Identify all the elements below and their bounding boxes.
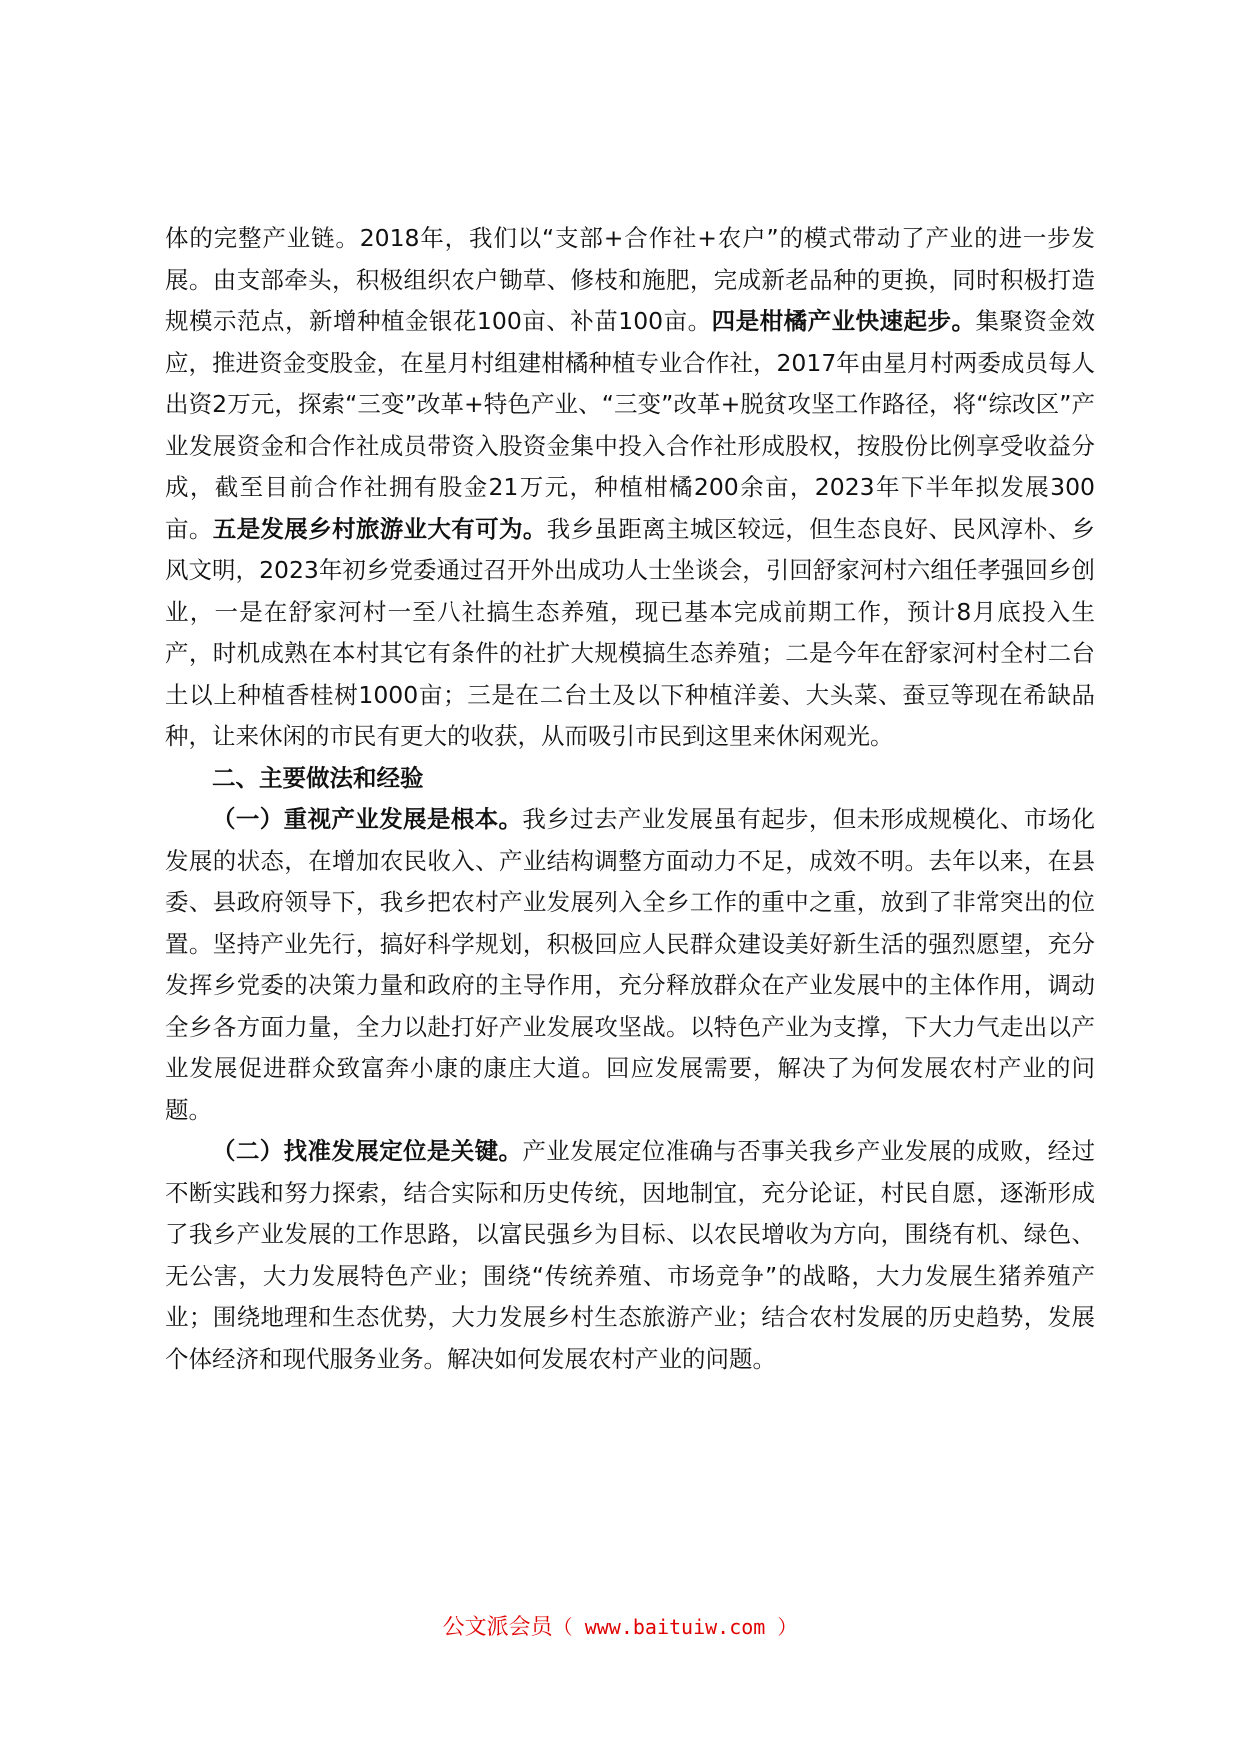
paragraph-importance xyxy=(165,799,1095,1131)
paragraph-positioning xyxy=(165,1131,1095,1380)
paragraph-text: 集聚资金效应，推进资金变股金，在星月村组建柑橘种植专业合作社，2017年由星月村两委成员每人出资2万元，探索“三变”改革+特色产业、“三变”改革+脱贫攻坚工作路径，将“综改区”产业发展资金和合作社成员带资入股资金集中投入合作社形成股权，按股份比例享受收益分成，截至目前合作社拥有股金21万元，种植柑橘200余亩，2023年下半年拟发展300亩。 xyxy=(165,307,1096,543)
bold-point-tourism: 五是发展乡村旅游业大有可为。 xyxy=(212,514,547,543)
paragraph-industry-projects xyxy=(165,218,1095,758)
footer-name: 公文派会员 xyxy=(442,1615,553,1640)
subheading-positioning: （二）找准发展定位是关键。 xyxy=(212,1137,523,1165)
paragraph-text: 我乡过去产业发展虽有起步，但未形成规模化、市场化发展的状态，在增加农民收入、产业结构调整方面动力不足，成效不明。去年以来，在县委、县政府领导下，我乡把农村产业发展列入全乡工作的重中之重，放到了非常突出的位置。坚持产业先行，搞好科学规划，积极回应人民群众建设美好新生活的强烈愿望，充分发挥乡党委的决策力量和政府的主导作用，充分释放群众在产业发展中的主体作用，调动全乡各方面力量，全力以赴打好产业发展攻坚战。以特色产业为支撑，下大力气走出以产业发展促进群众致富奔小康的康庄大道。回应发展需要，解决了为何发展农村产业的问题。 xyxy=(165,805,1095,1124)
bold-point-citrus: 四是柑橘产业快速起步。 xyxy=(711,307,976,335)
paragraph-text: 我乡虽距离主城区较远，但生态良好、民风淳朴、乡风文明，2023年初乡党委通过召开外出成功人士坐谈会，引回舒家河村六组任孝强回乡创业，一是在舒家河村一至八社搞生态养殖，现已基本完成前期工作，预计8月底投入生产，时机成熟在本村其它有条件的社扩大规模搞生态养殖；二是今年在舒家河村全村二台土以上种植香桂树1000亩；三是在二台土及以下种植洋姜、大头菜、蚕豆等现在希缺品种，让来休闲的市民有更大的收获，从而吸引市民到这里来休闲观光。 xyxy=(165,514,1096,750)
footer-url: （ www.baituiw.com ） xyxy=(552,1615,798,1639)
document-body xyxy=(165,218,1095,1380)
subheading-importance: （一）重视产业发展是根本。 xyxy=(212,805,523,833)
section-heading-practices: 二、主要做法和经验 xyxy=(212,763,424,792)
paragraph-text: 产业发展定位准确与否事关我乡产业发展的成败，经过不断实践和努力探索，结合实际和历史传统，因地制宜，充分论证，村民自愿，逐渐形成了我乡产业发展的工作思路，以富民强乡为目标、以农民增收为方向，围绕有机、绿色、无公害，大力发展特色产业；围绕“传统养殖、市场竞争”的战略，大力发展生猪养殖产业；围绕地理和生态优势，大力发展乡村生态旅游产业；结合农村发展的历史趋势，发展个体经济和现代服务业务。解决如何发展农村产业的问题。 xyxy=(165,1137,1095,1373)
paragraph-text: 体的完整产业链。2018年，我们以“支部+合作社+农户”的模式带动了产业的进一步发展。由支部牵头，积极组织农户锄草、修枝和施肥，完成新老品种的更换，同时积极打造规模示范点，新增种植金银花100亩、补苗100亩。 xyxy=(165,224,1095,335)
footer-watermark xyxy=(0,1612,1240,1643)
